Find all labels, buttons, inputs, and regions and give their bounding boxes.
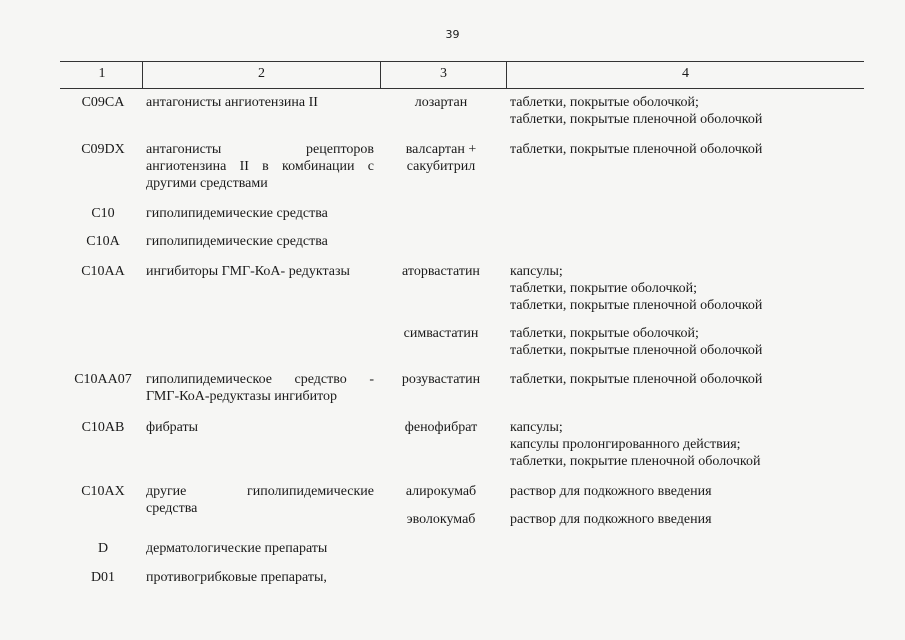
- anatomical-therapeutic-group: [146, 540, 374, 557]
- anatomical-therapeutic-group: [146, 371, 374, 405]
- atc-code: C10AB: [81, 420, 125, 435]
- dosage-form-line: капсулы;: [510, 264, 563, 279]
- atc-code: D01: [90, 570, 116, 585]
- page-number: 39: [445, 28, 460, 41]
- dosage-form: [510, 511, 870, 528]
- dosage-form: [510, 141, 870, 158]
- dosage-form-line: таблетки, покрытые пленочной оболочкой: [510, 343, 763, 358]
- atc-code: C10AA07: [74, 372, 132, 387]
- dosage-form-line: таблетки, покрытые оболочкой;: [510, 95, 699, 110]
- atc-code: C10AA: [81, 264, 125, 279]
- dosage-form-line: таблетки, покрытые пленочной оболочкой: [510, 142, 763, 157]
- dosage-form: [510, 263, 870, 314]
- drug-name-line: фенофибрат: [404, 420, 478, 435]
- dosage-form-line: капсулы пролонгированного действия;: [510, 437, 741, 452]
- group-line: гиполипидемическое средство -: [146, 372, 374, 387]
- drug-name-line: сакубитрил: [406, 159, 476, 174]
- group-line: ингибиторы ГМГ-КоА- редуктазы: [146, 264, 350, 279]
- drug-name: [388, 94, 494, 111]
- dosage-form: [510, 483, 870, 500]
- dosage-form: [510, 94, 870, 128]
- header-col-2: 2: [258, 66, 265, 81]
- group-line: гиполипидемические средства: [146, 234, 328, 249]
- dosage-form-line: таблетки, покрытые пленочной оболочкой: [510, 372, 763, 387]
- group-line: дерматологические препараты: [146, 541, 328, 556]
- anatomical-therapeutic-group: [146, 483, 374, 517]
- atc-code: C09CA: [81, 95, 125, 110]
- dosage-form: [510, 419, 870, 470]
- group-line: противогрибковые препараты,: [146, 570, 327, 585]
- drug-name: [388, 511, 494, 528]
- group-line: антагонисты ангиотензина II: [146, 95, 318, 110]
- atc-code: C10: [91, 206, 115, 221]
- atc-code: C09DX: [81, 142, 125, 157]
- header-col-3: 3: [440, 66, 447, 81]
- group-line: фибраты: [146, 420, 199, 435]
- drug-name: [388, 263, 494, 280]
- group-line: ангиотензина II в комбинации с: [146, 159, 374, 174]
- drug-name: [388, 371, 494, 388]
- drug-name: [388, 483, 494, 500]
- group-line: антагонисты рецепторов: [146, 142, 374, 157]
- drug-name-line: розувастатин: [401, 372, 481, 387]
- atc-code: C10A: [86, 234, 120, 249]
- dosage-form-line: таблетки, покрытие оболочкой;: [510, 281, 697, 296]
- dosage-form: [510, 325, 870, 359]
- drug-name-line: лозартан: [414, 95, 468, 110]
- drug-name-line: эволокумаб: [406, 512, 476, 527]
- atc-code: D: [97, 541, 109, 556]
- group-line: другие гиполипидемические: [146, 484, 374, 499]
- anatomical-therapeutic-group: [146, 569, 374, 586]
- dosage-form-line: раствор для подкожного введения: [510, 512, 712, 527]
- dosage-form: [510, 371, 870, 388]
- dosage-form-line: таблетки, покрытые пленочной оболочкой: [510, 112, 763, 127]
- anatomical-therapeutic-group: [146, 205, 374, 222]
- header-col-4: 4: [682, 66, 689, 81]
- group-line: ГМГ-КоА-редуктазы ингибитор: [146, 389, 338, 404]
- drug-name: [388, 141, 494, 175]
- anatomical-therapeutic-group: [146, 233, 374, 250]
- group-line: гиполипидемические средства: [146, 206, 328, 221]
- anatomical-therapeutic-group: [146, 141, 374, 192]
- drug-name: [388, 325, 494, 342]
- drug-name: [388, 419, 494, 436]
- group-line: средства: [146, 501, 198, 516]
- dosage-form-line: раствор для подкожного введения: [510, 484, 712, 499]
- table-header-rule: [60, 88, 864, 89]
- drug-name-line: симвастатин: [403, 326, 479, 341]
- dosage-form-line: таблетки, покрытые пленочной оболочкой: [510, 298, 763, 313]
- drug-name-line: валсартан +: [405, 142, 477, 157]
- drug-name-line: аторвастатин: [402, 264, 480, 279]
- anatomical-therapeutic-group: [146, 263, 374, 280]
- table-top-rule: [60, 61, 864, 62]
- atc-code: C10AX: [81, 484, 125, 499]
- anatomical-therapeutic-group: [146, 419, 374, 436]
- dosage-form-line: таблетки, покрытие пленочной оболочкой: [510, 454, 761, 469]
- dosage-form-line: капсулы;: [510, 420, 563, 435]
- header-col-1: 1: [98, 66, 106, 81]
- dosage-form-line: таблетки, покрытые оболочкой;: [510, 326, 699, 341]
- drug-name-line: алирокумаб: [405, 484, 477, 499]
- group-line: другими средствами: [146, 176, 268, 191]
- anatomical-therapeutic-group: [146, 94, 374, 111]
